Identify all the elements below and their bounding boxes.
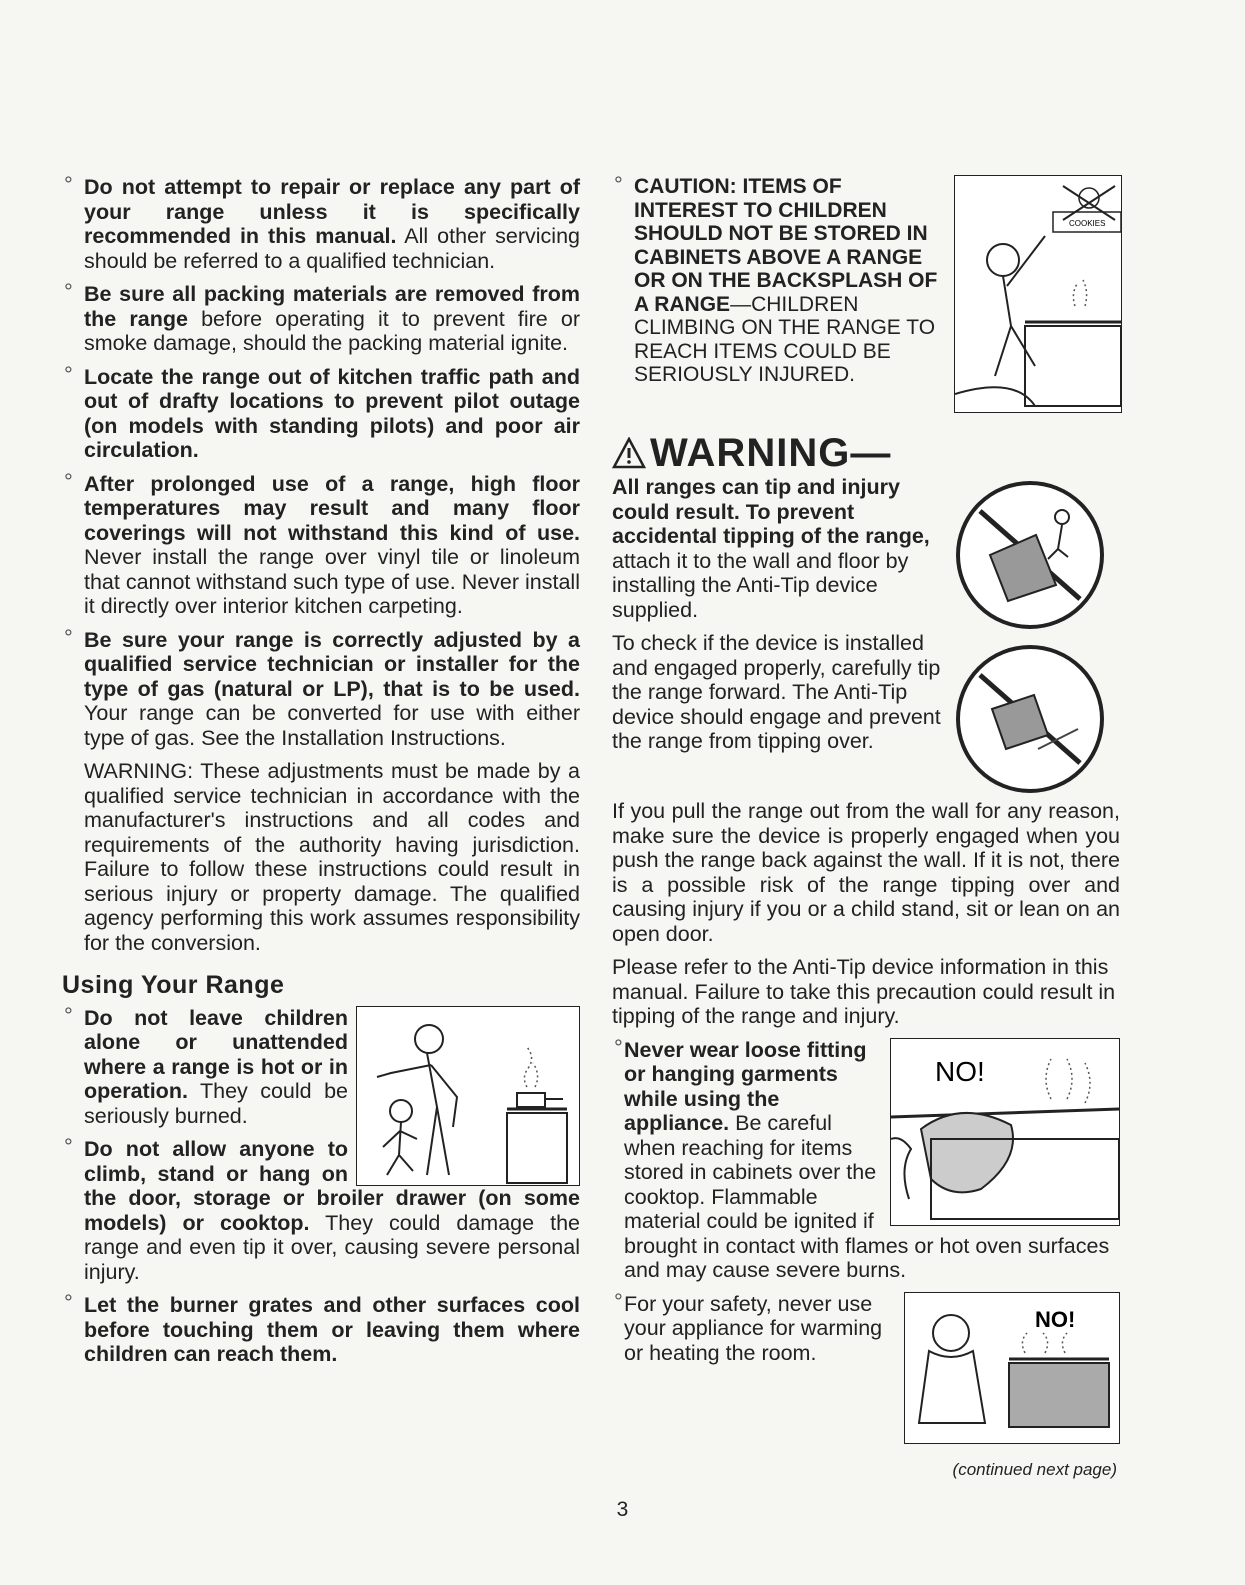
bullet-bold: Do not attempt to repair or replace any part of your range unless it is specifically recommended in this manual. — [84, 175, 580, 248]
garment-bullet — [612, 1038, 1120, 1283]
bullet-bold: After prolonged use of a range, high floor temperatures may result and many floor coverings will not withstand this kind of use. — [84, 471, 580, 545]
warning-heading — [612, 430, 1120, 475]
garment-bold: Never wear loose fitting or hanging garments while using the appliance. — [624, 1037, 867, 1135]
climb-text: They could damage the range and even tip it over, causing severe personal injury. — [84, 1210, 580, 1284]
warn-paragraph-3: If you pull the range out from the wall for any reason, make sure the device is properly engaged when you push the range back against the wall. If it is not, there is a possible risk of the range tipping over and causing injury if you or a child stand, sit or lean on an open door. — [612, 799, 1120, 946]
bullet-bold: Be sure your range is correctly adjusted by a qualified service technician or installer for the type of gas (natural or LP), that is to be used. — [84, 627, 580, 701]
no-tipping-icon — [950, 639, 1110, 799]
no-label-2: ° NO! — [1035, 1306, 1076, 1332]
warning-text: These adjustments must be made by a qualified service technician in accordance with the manufacturer's instructions and all codes and requirements of the authority having jurisdiction. Failure to follow these instructions could result in serious injury or property damage. The qualified agency performing this work assumes responsibility for the conversion. — [84, 759, 580, 955]
heating-text: For your safety, never use your appliance for warming or heating the room. — [624, 1291, 883, 1365]
right-column — [612, 175, 1120, 1444]
grates-bold: Let the burner grates and other surfaces cool before touching them or leaving them where children can reach them. — [84, 1293, 580, 1366]
grates-bullet — [62, 1293, 580, 1367]
no-climb-door-icon — [950, 475, 1110, 635]
warn1-text: attach it to the wall and floor by installing the Anti-Tip device supplied. — [612, 548, 909, 622]
loose-garment-illustration — [890, 1038, 1120, 1226]
bullet-bold: Locate the range out of kitchen traffic path and out of drafty locations to prevent pilot outage (on models with standing pilots) and poor air circulation. — [84, 364, 580, 462]
warning-label: WARNING: — [84, 759, 194, 783]
safety-bullet-4 — [62, 472, 580, 619]
anti-tip-icons — [950, 475, 1120, 799]
page-number: 3 — [616, 1498, 629, 1521]
continued-note: (continued next page) — [952, 1460, 1117, 1479]
safety-bullet-2 — [62, 282, 580, 356]
safety-bullet-5 — [62, 628, 580, 751]
caution-text: —CHILDREN CLIMBING ON THE RANGE TO REACH ITEMS COULD BE SERIOUSLY INJURED. — [634, 292, 936, 386]
warning-heading-text: WARNING— — [650, 430, 892, 475]
children-bullet — [62, 1006, 580, 1129]
left-column — [62, 175, 580, 1376]
bullet-text: before operating it to prevent fire or smoke damage, should the packing material ignite. — [84, 306, 580, 355]
bullet-text: All other servicing should be referred to a qualified technician. — [84, 224, 580, 273]
caution-bullet — [612, 175, 1120, 387]
cabinet-climb-illustration — [954, 175, 1122, 413]
conversion-warning — [62, 759, 580, 955]
caution-bold: CAUTION: ITEMS OF INTEREST TO CHILDREN SHOULD NOT BE STORED IN CABINETS ABOVE A RANGE OR ON THE BACKSPLASH OF A RANGE — [634, 175, 938, 316]
no-label-1: ° NO! — [935, 1055, 985, 1087]
safety-bullet-3 — [62, 365, 580, 463]
warning-triangle-icon — [612, 437, 646, 469]
warn-paragraph-4: Please refer to the Anti-Tip device information in this manual. Failure to take this precaution could result in tipping of the range and injury. — [612, 955, 1116, 1028]
warn1-bold: All ranges can tip and injury could result. To prevent accidental tipping of the range, — [612, 475, 930, 548]
bullet-text: Your range can be converted for use with either type of gas. See the Installation Instructions. — [84, 701, 580, 750]
garment-text: Be careful when reaching for items stored in cabinets over the cooktop. Flammable material could be ignited if brought in contact with flames or hot oven surfaces and may cause severe burns. — [624, 1111, 1110, 1282]
room-heating-illustration — [904, 1292, 1120, 1444]
bullet-bold: Be sure all packing materials are removed from the range — [84, 282, 580, 331]
children-text: They could be seriously burned. — [84, 1079, 348, 1128]
bullet-text: Never install the range over vinyl tile or linoleum that cannot withstand such type of use. Never install it directly over interior kitchen carpeting. — [84, 545, 580, 618]
cookies-label: ° COOKIES — [1069, 219, 1106, 228]
children-bold: Do not leave children alone or unattended where a range is hot or in operation. — [84, 1005, 348, 1103]
climb-bullet — [62, 1137, 580, 1284]
warn-paragraph-2: To check if the device is installed and engaged properly, carefully tip the range forward. The Anti-Tip device should engage and prevent the range from tipping over. — [612, 631, 941, 753]
climb-bold: Do not allow anyone to climb, stand or hang on the door, storage or broiler drawer (on some models) or cooktop. — [84, 1137, 580, 1235]
section-heading: Using Your Range — [62, 971, 285, 999]
heating-bullet — [612, 1292, 1120, 1366]
safety-bullet-1 — [62, 175, 580, 273]
